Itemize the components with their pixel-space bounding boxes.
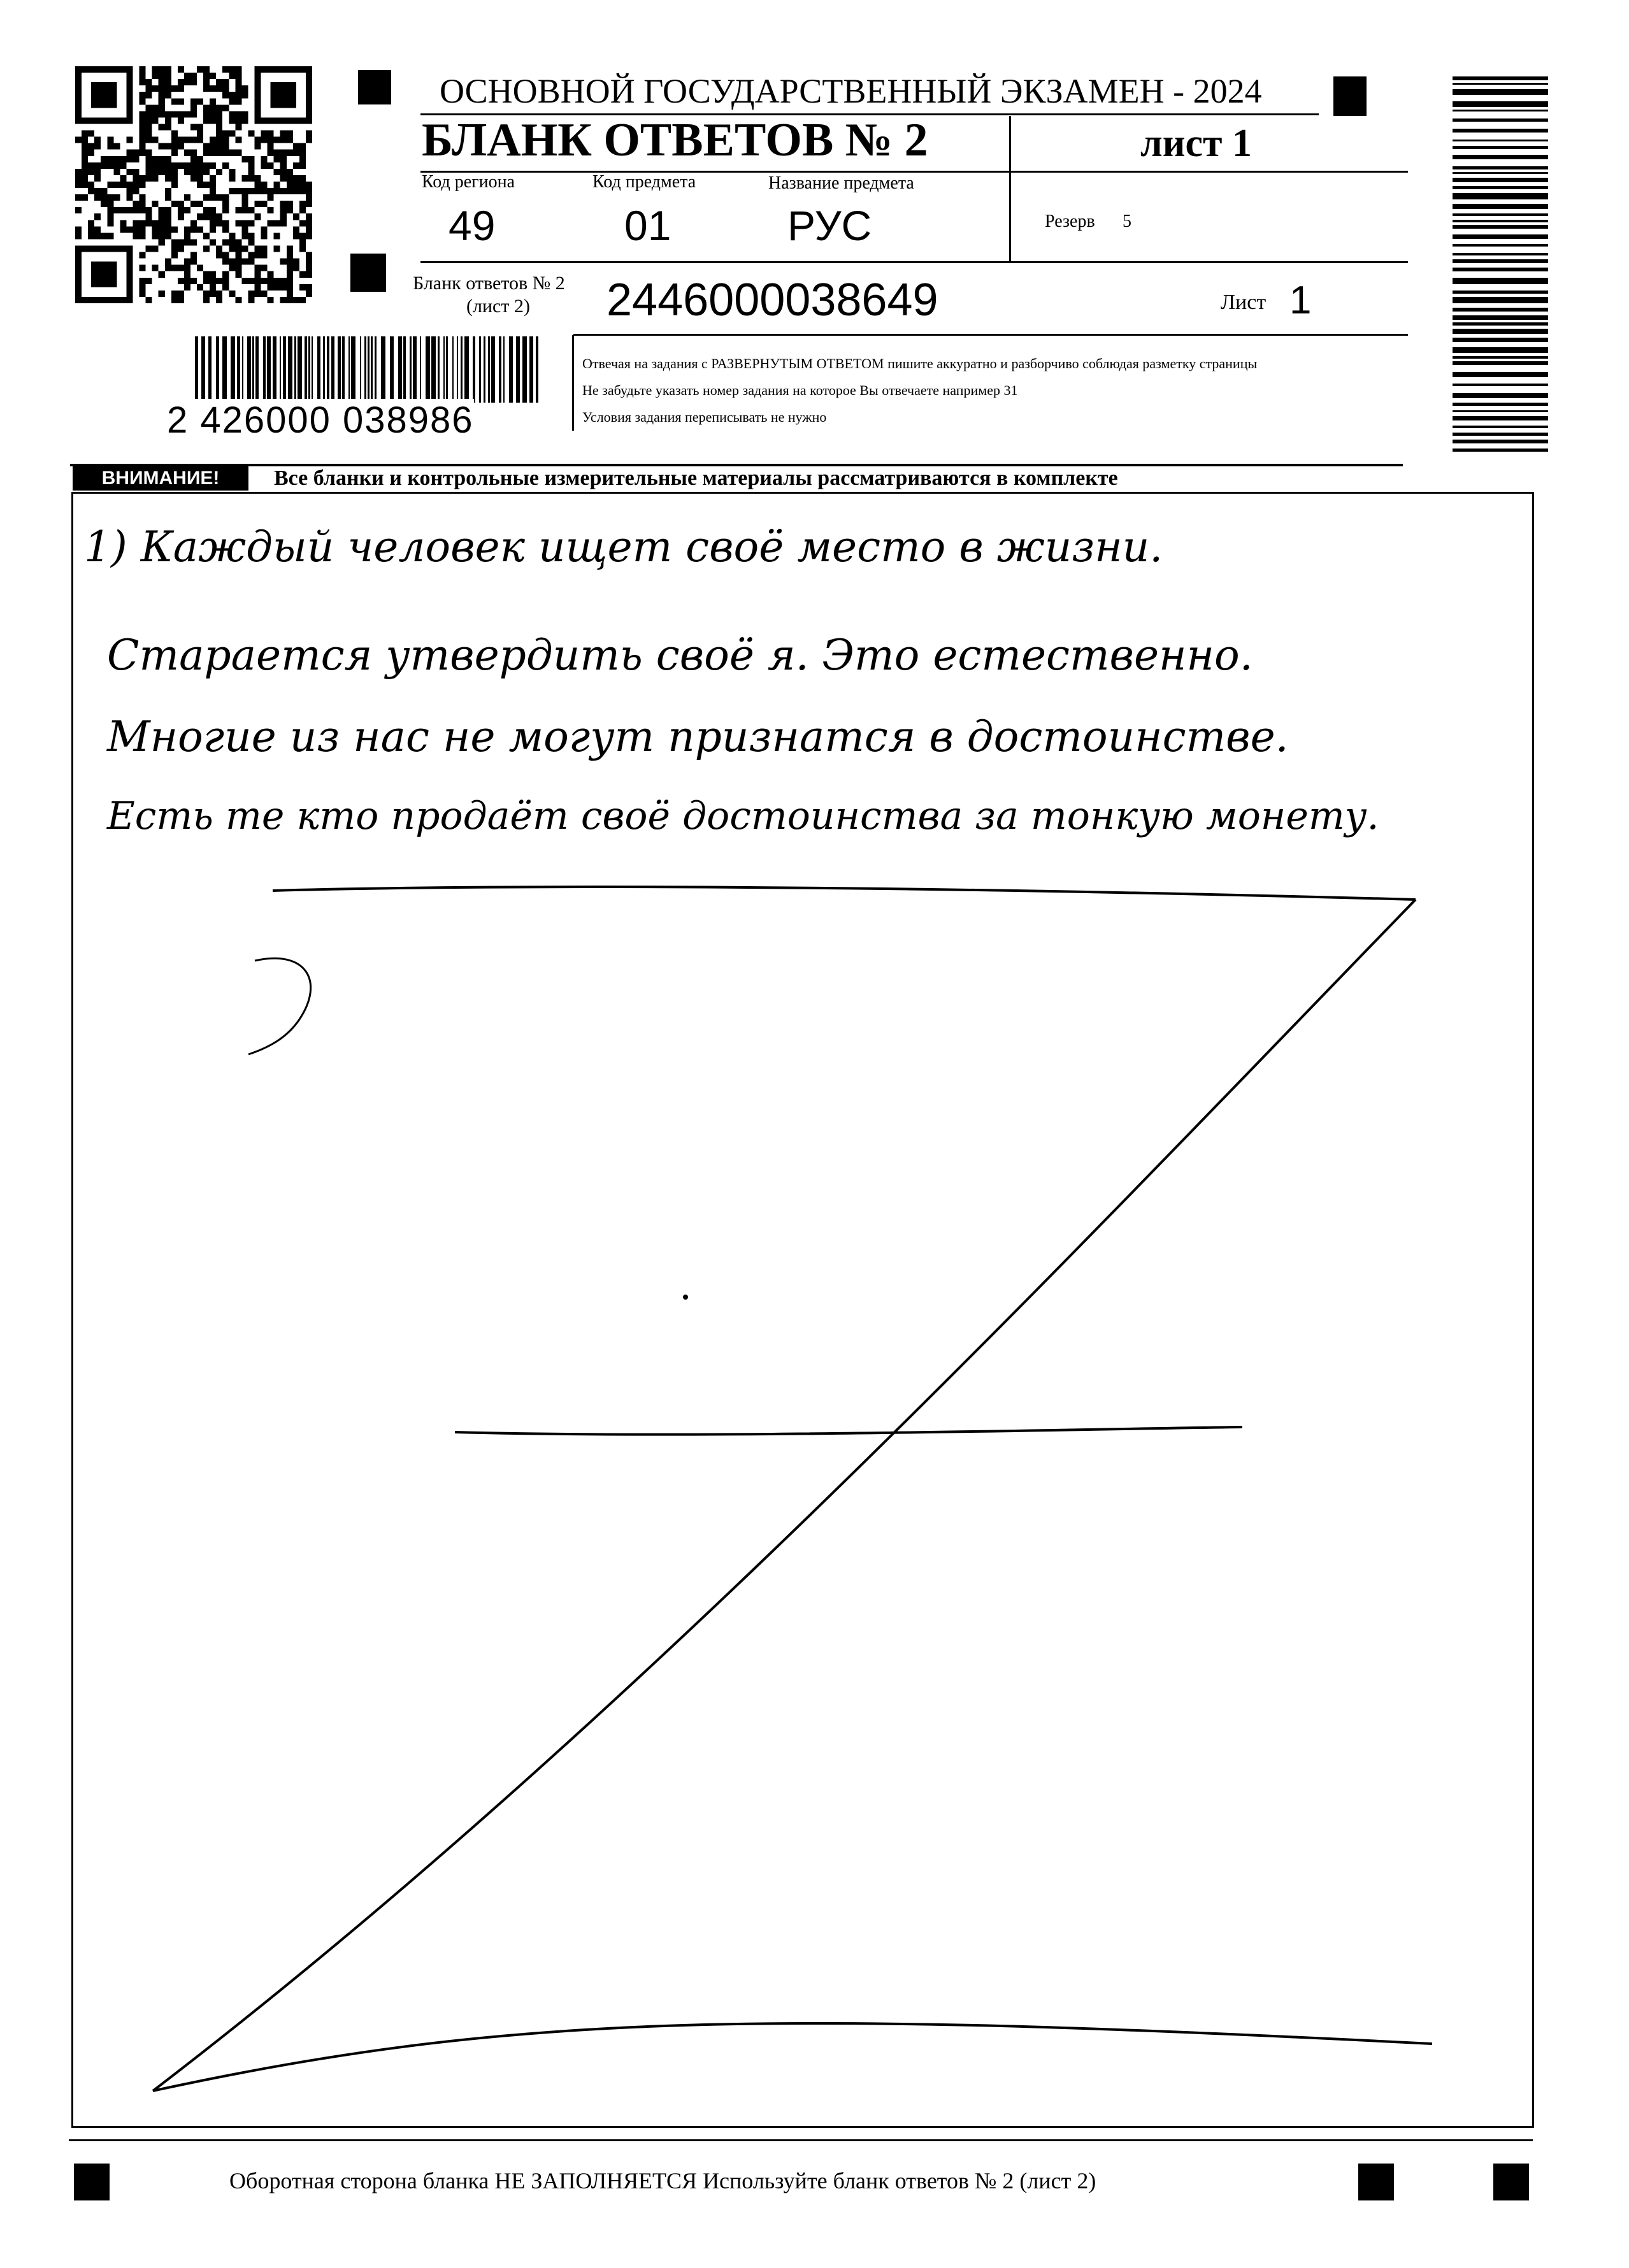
region-code-label: Код региона bbox=[422, 172, 515, 192]
subject-code-label: Код предмета bbox=[592, 172, 696, 192]
registration-mark bbox=[1358, 2164, 1394, 2200]
blank-ref-label-2: (лист 2) bbox=[466, 296, 530, 317]
z-top-stroke bbox=[273, 887, 1416, 900]
subject-name-label: Название предмета bbox=[768, 173, 914, 193]
exam-title: ОСНОВНОЙ ГОСУДАРСТВЕННЫЙ ЭКЗАМЕН - 2024 bbox=[440, 72, 1262, 110]
instruction-line: Условия задания переписывать не нужно bbox=[582, 409, 827, 425]
z-bottom-stroke bbox=[153, 2023, 1432, 2091]
sheet-label: Лист bbox=[1221, 291, 1267, 314]
subject-name-value: РУС bbox=[787, 202, 872, 249]
notice-text: Все бланки и контрольные измерительные материалы рассматриваются в комплекте bbox=[274, 466, 1118, 490]
footer-text: Оборотная сторона бланка НЕ ЗАПОЛНЯЕТСЯ Используйте бланк ответов № 2 (лист 2) bbox=[229, 2168, 1096, 2193]
z-diagonal-stroke bbox=[153, 900, 1416, 2091]
answer-line: Старается утвердить своё я. Это естественно. bbox=[107, 631, 1253, 680]
subject-code-value: 01 bbox=[624, 202, 671, 249]
z-middle-stroke bbox=[455, 1427, 1242, 1435]
registration-mark bbox=[74, 2164, 110, 2200]
answer-line: Многие из нас не могут признатся в достоинстве. bbox=[107, 712, 1289, 761]
reserve-value: 5 bbox=[1123, 212, 1131, 231]
answer-line: Есть те кто продаёт своё достоинства за тонкую монету. bbox=[107, 794, 1379, 838]
sheet-label-top: лист 1 bbox=[1140, 122, 1252, 165]
registration-mark bbox=[1493, 2164, 1529, 2200]
sheet-number: 1 bbox=[1289, 278, 1312, 322]
instruction-line: Отвечая на задания с РАЗВЕРНУТЫМ ОТВЕТОМ пишите аккуратно и разборчиво соблюдая разметку страницы bbox=[582, 355, 1258, 371]
reserve-label: Резерв bbox=[1045, 212, 1095, 231]
form-title: БЛАНК ОТВЕТОВ № 2 bbox=[422, 114, 928, 166]
bracket-stroke bbox=[248, 958, 311, 1054]
barcode-number: 2 426000 038986 bbox=[167, 399, 474, 441]
blank-ref-label-1: Бланк ответов № 2 bbox=[413, 273, 565, 294]
instruction-line: Не забудьте указать номер задания на которое Вы отвечаете например 31 bbox=[582, 382, 1018, 398]
blank-number: 2446000038649 bbox=[606, 275, 938, 326]
notice-badge: ВНИМАНИЕ! bbox=[73, 466, 248, 491]
region-code-value: 49 bbox=[449, 202, 496, 249]
answer-line: 1) Каждый человек ищет своё место в жизни. bbox=[84, 522, 1163, 571]
